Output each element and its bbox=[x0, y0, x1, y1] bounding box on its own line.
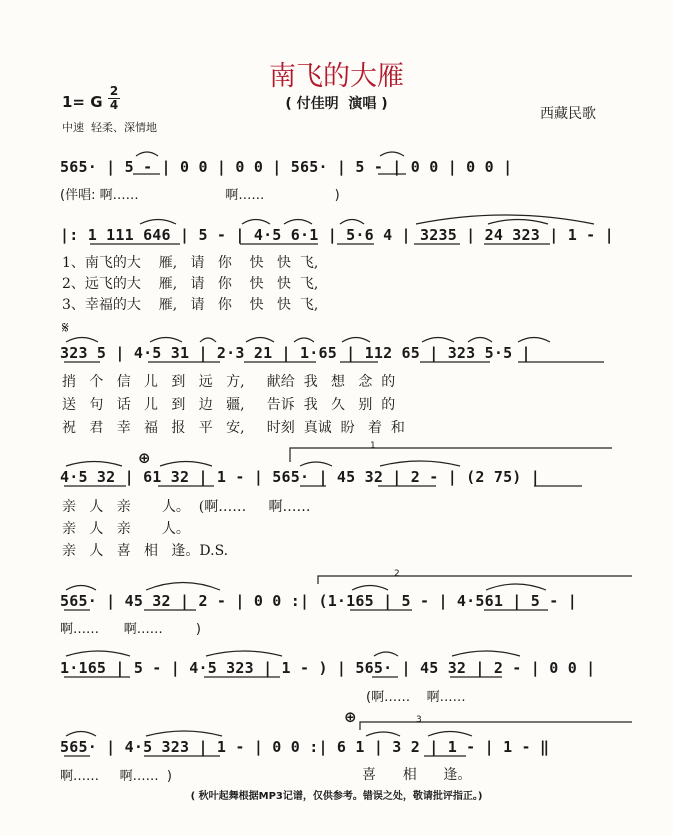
system-2-lyric-verse-1: 1、南飞的大 雁, 请 你 快 快 飞, bbox=[62, 255, 319, 271]
singer-credit: ( 付佳明 演唱 ) bbox=[285, 96, 388, 112]
song-origin: 西藏民歌 bbox=[540, 106, 596, 122]
system-3-notes: 323 5 | 4·5 31 | 2·3 21 | 1·65 | 112 65 | 323 5·5 | bbox=[60, 344, 531, 362]
time-signature-top: 2 bbox=[109, 84, 119, 98]
tempo-marking: 中速 轻柔、深情地 bbox=[62, 121, 157, 134]
system-7-notes: 565· | 4·5 323 | 1 - | 0 0 :| 6 1 | 3 2 | 1 - | 1 - ‖ bbox=[60, 738, 550, 756]
system-3-lyric-verse-3: 祝 君 幸 福 报 平 安, 时刻 真诚 盼 着 和 bbox=[62, 420, 405, 436]
system-4-lyric-verse-3: 亲 人 喜 相 逢。D.S. bbox=[62, 543, 229, 559]
volta-1-label: 1 bbox=[370, 441, 376, 451]
system-1-notes: 565· | 5 - | 0 0 | 0 0 | 565· | 5 - | 0 0 | 0 0 | bbox=[60, 158, 513, 176]
key-signature: 1= G bbox=[62, 93, 103, 111]
system-3-lyric-verse-1: 捎 个 信 儿 到 远 方, 献给 我 想 念 的 bbox=[62, 374, 396, 390]
volta-2-label: 2 bbox=[394, 569, 400, 579]
system-1-lyric: (伴唱: 啊…… 啊…… ) bbox=[60, 188, 340, 203]
system-5-lyric: 啊…… 啊…… ) bbox=[60, 622, 201, 637]
system-4-lyric-verse-2: 亲 人 亲 人。 bbox=[62, 521, 190, 537]
system-2-lyric-verse-2: 2、远飞的大 雁, 请 你 快 快 飞, bbox=[62, 276, 319, 292]
volta-3-label: 3 bbox=[416, 715, 422, 725]
system-2-lyric-verse-3: 3、幸福的大 雁, 请 你 快 快 飞, bbox=[62, 297, 319, 313]
coda-sign: ⊕ bbox=[138, 449, 151, 467]
system-6-lyric: (啊…… 啊…… bbox=[366, 690, 466, 705]
system-6-notes: 1·165 | 5 - | 4·5 323 | 1 - ) | 565· | 45 32 | 2 - | 0 0 | bbox=[60, 659, 596, 677]
system-3-lyric-verse-2: 送 句 话 儿 到 边 疆, 告诉 我 久 别 的 bbox=[62, 397, 396, 413]
transcription-note: ( 秋叶起舞根据MP3记谱，仅供参考。错误之处，敬请批评指正。) bbox=[190, 791, 483, 802]
system-7-lyric-ending: 喜 相 逢。 bbox=[362, 767, 472, 783]
segno-sign: 𝄋 bbox=[62, 318, 69, 337]
time-signature-bottom: 4 bbox=[109, 98, 119, 112]
system-2-notes: |: 1 111 646 | 5 - | 4·5 6·1 | 5·6 4 | 3235 | 24 323 | 1 - | bbox=[60, 226, 614, 244]
song-title: 南飞的大雁 bbox=[269, 61, 404, 92]
coda-sign-ending: ⊕ bbox=[344, 708, 357, 726]
system-4-notes: 4·5 32 | 61 32 | 1 - | 565· | 45 32 | 2 - | (2 75) | bbox=[60, 468, 540, 486]
system-7-lyric-intro: 啊…… 啊…… ) bbox=[60, 769, 172, 784]
system-5-notes: 565· | 45 32 | 2 - | 0 0 :| (1·165 | 5 - | 4·561 | 5 - | bbox=[60, 592, 577, 610]
system-4-lyric-verse-1: 亲 人 亲 人。 (啊…… 啊…… bbox=[62, 499, 311, 515]
